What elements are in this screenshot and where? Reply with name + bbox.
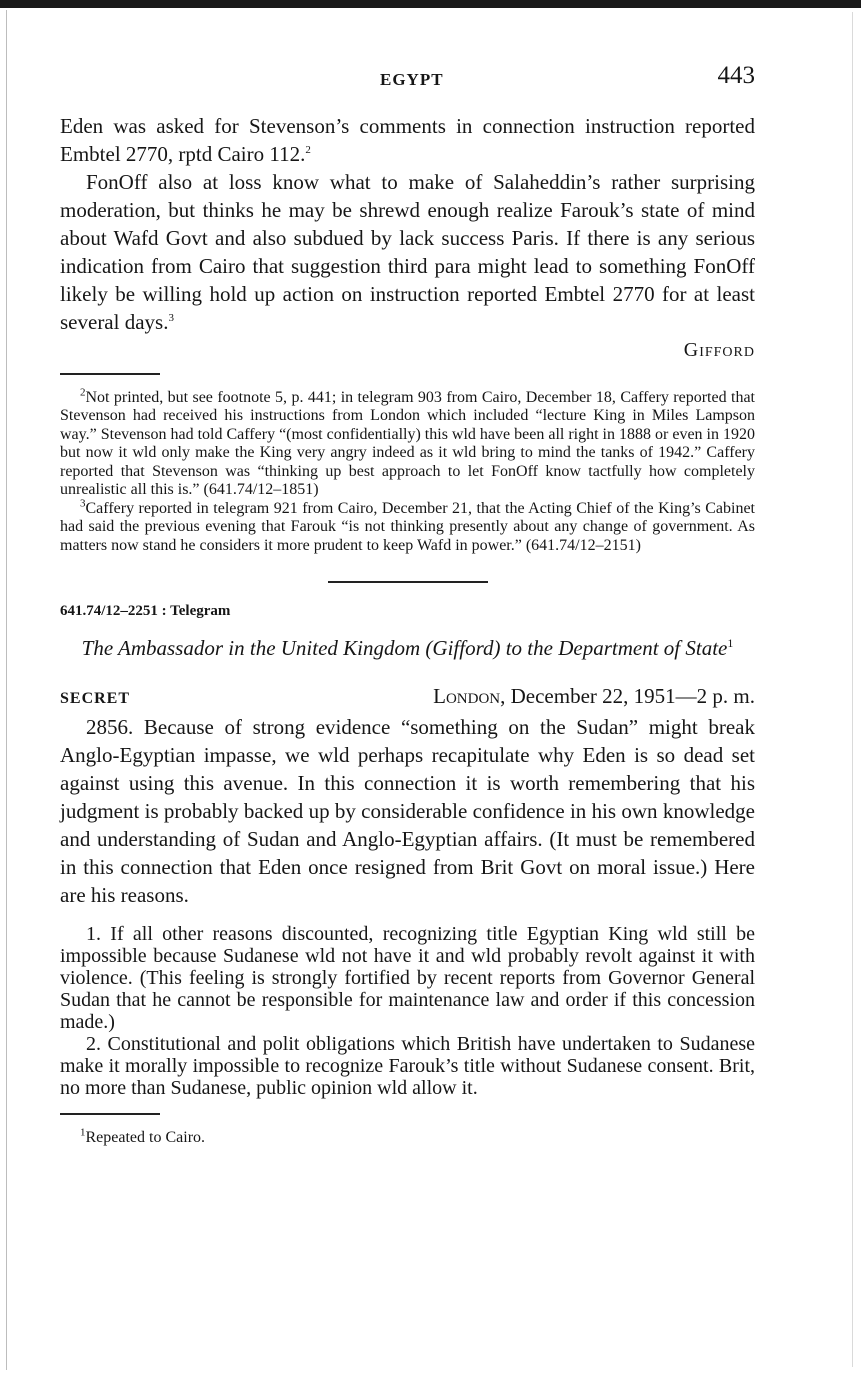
footnote-2-text: Not printed, but see footnote 5, p. 441; in telegram 903 from Cairo, December 18, Caffery reported that Stevenson had received his instructions from London which included “lecture King in Miles Lampson way.” Stevenson had told Caffery “(most confidentially) this wld have been all right in 1888 or even in 1920 but now it wld only make the King very angry indeed as it wld bring to mind the tanks of 1942.” Caffery reported that Stevenson was “thinking up best approach to let FonOff know tactfully how completely unrealistic all this is.” (641.74/12–1851)	[60, 388, 755, 498]
footnote-1-text: Repeated to Cairo.	[85, 1128, 206, 1146]
continued-paragraph-1-text: Eden was asked for Stevenson’s comments in connection instruction reported Embtel 2770, rptd Cairo 112.	[60, 114, 755, 166]
continued-paragraph-1	[60, 112, 755, 168]
page-number: 443	[717, 62, 755, 89]
footnote-2	[60, 386, 755, 500]
document-title	[60, 630, 755, 662]
page	[60, 62, 755, 1147]
title-part-1: The Ambassador in the United Kingdom (	[81, 636, 433, 660]
signature-text: Gifford	[683, 339, 755, 361]
signature	[60, 338, 755, 363]
title-name: Gifford	[432, 636, 494, 660]
place-date	[433, 682, 755, 710]
dateline	[60, 682, 755, 713]
page-right-edge	[852, 12, 853, 1367]
page-left-edge	[6, 10, 7, 1370]
footnote-mark: 1	[80, 1126, 86, 1139]
reason-2: 2. Constitutional and polit obligations which British have undertaken to Sudanese make it morally impossible to recognize Farouk’s title without Sudanese consent. Brit, no more than Sudanese, public opinion wld allow it.	[60, 1033, 755, 1099]
footnote-rule-bottom	[60, 1113, 160, 1115]
reason-1: 1. If all other reasons discounted, recognizing title Egyptian King wld still be impossible because Sudanese wld not have it and wld probably revolt against it with violence. (This feeling is strongly fortified by recent reports from Governor General Sudan that he cannot be responsible for maintenance law and order if this concession made.)	[60, 923, 755, 1033]
date: , December 22, 1951—2 p. m.	[500, 684, 755, 708]
footnote-3	[60, 497, 755, 556]
continued-paragraph-2	[60, 168, 755, 336]
spacer	[60, 909, 755, 923]
page-header	[60, 62, 755, 112]
footnote-ref: 2	[305, 144, 311, 156]
footnote-1	[60, 1126, 755, 1148]
classification: SECRET	[60, 690, 131, 707]
top-edge-bar	[0, 0, 861, 8]
document-separator	[328, 581, 488, 583]
place: London	[433, 684, 501, 708]
footnote-3-text: Caffery reported in telegram 921 from Cairo, December 21, that the Acting Chief of the King’s Cabinet had said the previous evening that Farouk “is not thinking presently about any change of government. As matters now stand he considers it more prudent to keep Wafd in power.” (641.74/12–2151)	[60, 499, 755, 554]
footnote-mark: 3	[80, 497, 86, 510]
footnote-ref: 3	[168, 312, 174, 324]
footnote-rule	[60, 373, 160, 375]
file-reference: 641.74/12–2251 : Telegram	[60, 603, 231, 619]
footnote-mark: 2	[80, 386, 86, 399]
running-head: EGYPT	[380, 70, 444, 89]
title-part-2: ) to the Department of State	[493, 636, 728, 660]
continued-paragraph-2-text: FonOff also at loss know what to make of Salaheddin’s rather surprising moderation, but thinks he may be shrewd enough realize Farouk’s state of mind about Wafd Govt and also subdued by lack success Paris. If there is any serious indication from Cairo that suggestion third para might lead to something FonOff likely be willing hold up action on instruction reported Embtel 2770 for at least several days.	[60, 170, 755, 334]
telegram-body: 2856. Because of strong evidence “something on the Sudan” might break Anglo-Egyptian impasse, we wld perhaps recapitulate why Eden is so dead set against using this avenue. In this connection it is worth remembering that his judgment is probably backed up by considerable confidence in his own knowledge and understanding of Sudan and Anglo-Egyptian affairs. (It must be remembered in this connection that Eden once resigned from Brit Govt on moral issue.) Here are his reasons.	[60, 715, 755, 907]
title-footnote-ref: 1	[727, 636, 734, 650]
